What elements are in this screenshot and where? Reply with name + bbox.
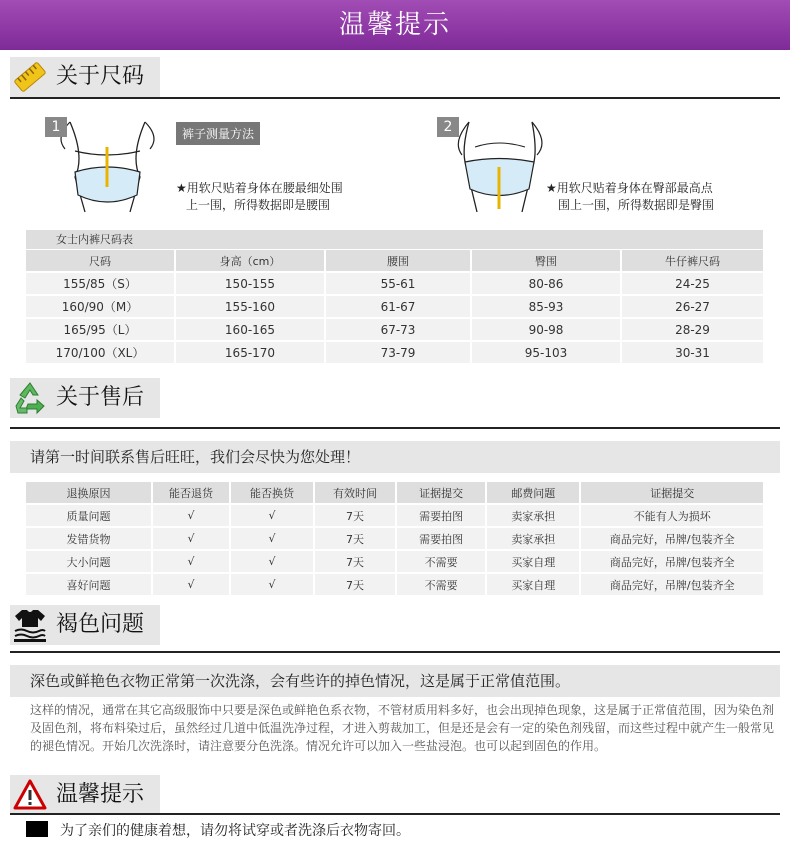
table-cell: 大小问题 (26, 551, 151, 572)
header-cell: 能否换货 (231, 482, 313, 503)
table-cell: 买家自理 (487, 551, 579, 572)
section-tips-title: 温馨提示 (56, 782, 145, 807)
hip-note-line1: ★用软尺贴着身体在臀部最高点 (546, 181, 713, 195)
header-cell: 能否退货 (153, 482, 229, 503)
table-cell: 商品完好，吊牌/包装齐全 (581, 551, 763, 572)
table-row (26, 273, 763, 294)
table-cell: 质量问题 (26, 505, 151, 526)
table-cell: 24-25 (622, 273, 763, 294)
hip-measure-figure (437, 117, 562, 217)
hip-note-line2: 围上一围，所得数据即是臀围 (558, 198, 715, 212)
divider (10, 651, 780, 653)
table-cell: √ (231, 551, 313, 572)
black-square-icon (26, 821, 48, 837)
table-cell: 165-170 (176, 342, 324, 363)
table-cell: √ (231, 574, 313, 595)
size-table (24, 248, 765, 365)
table-row (26, 296, 763, 317)
table-cell: √ (231, 505, 313, 526)
header-cell: 臀围 (472, 250, 620, 271)
table-cell: 165/95（L） (26, 319, 174, 340)
figure-number: 1 (45, 117, 67, 137)
table-cell: 7天 (315, 528, 395, 549)
table-cell: 150-155 (176, 273, 324, 294)
header-cell: 尺码 (26, 250, 174, 271)
recycle-icon (12, 380, 48, 416)
table-cell: 55-61 (326, 273, 470, 294)
table-row (26, 528, 763, 549)
table-cell: 95-103 (472, 342, 620, 363)
header-cell: 退换原因 (26, 482, 151, 503)
table-cell: 喜好问题 (26, 574, 151, 595)
header-cell: 有效时间 (315, 482, 395, 503)
waist-note-line1: ★用软尺贴着身体在腰最细处围 (176, 181, 343, 195)
table-cell: 不能有人为损坏 (581, 505, 763, 526)
table-cell: 需要拍图 (397, 505, 485, 526)
table-cell: 卖家承担 (487, 505, 579, 526)
table-cell: 90-98 (472, 319, 620, 340)
table-cell: √ (153, 528, 229, 549)
waist-note (176, 180, 343, 214)
table-row (26, 319, 763, 340)
table-cell: √ (231, 528, 313, 549)
returns-table (24, 480, 765, 597)
hip-note (546, 180, 714, 214)
table-cell: 7天 (315, 574, 395, 595)
section-tips-header (10, 775, 160, 815)
header-cell: 证据提交 (581, 482, 763, 503)
table-cell: 67-73 (326, 319, 470, 340)
waist-measure-figure (45, 117, 170, 217)
table-cell: 170/100（XL） (26, 342, 174, 363)
table-cell: 7天 (315, 505, 395, 526)
section-size-header (10, 57, 160, 97)
table-row (26, 505, 763, 526)
divider (10, 97, 780, 99)
table-cell: 160/90（M） (26, 296, 174, 317)
table-cell: √ (153, 505, 229, 526)
warning-icon (12, 777, 48, 813)
table-cell: 155/85（S） (26, 273, 174, 294)
table-row (26, 574, 763, 595)
table-cell: 发错货物 (26, 528, 151, 549)
table-cell: 商品完好，吊牌/包装齐全 (581, 574, 763, 595)
size-table-caption: 女士内裤尺码表 (26, 230, 763, 249)
header-cell: 腰围 (326, 250, 470, 271)
color-headline: 深色或鲜艳色衣物正常第一次洗涤，会有些许的掉色情况，这是属于正常值范围。 (10, 665, 780, 697)
final-note-text: 为了亲们的健康着想，请勿将试穿或者洗涤后衣物寄回。 (60, 823, 410, 839)
table-cell: √ (153, 574, 229, 595)
table-cell: 30-31 (622, 342, 763, 363)
table-cell: 7天 (315, 551, 395, 572)
color-description: 这样的情况，通常在其它高级服饰中只要是深色或鲜艳色系衣物，不管材质用料多好，也会出现掉色现象，这是属于正常值范围，因为染色剂及固色剂，将布料染过后，虽然经过几道中低温洗净过程，才进入剪裁加工，但是还是会有一定的染色剂残留，而这些过程中就产生一般常见的褪色情况。开始几次洗涤时，请注意要分色洗涤。情况允许可以加入一些盐浸泡。也可以起到固色的作用。 (30, 703, 775, 753)
section-after-sales-header (10, 378, 160, 418)
waist-note-line2: 上一围，所得数据即是腰围 (186, 198, 331, 212)
washing-shirt-icon (12, 607, 48, 643)
section-color-header (10, 605, 160, 645)
table-cell: 商品完好，吊牌/包装齐全 (581, 528, 763, 549)
final-note (26, 820, 410, 840)
header-cell: 牛仔裤尺码 (622, 250, 763, 271)
section-color-title: 褐色问题 (56, 612, 145, 637)
table-row (26, 551, 763, 572)
contact-notice: 请第一时间联系售后旺旺，我们会尽快为您处理！ (10, 441, 780, 473)
method-tag: 裤子测量方法 (176, 122, 260, 145)
size-table-header (26, 250, 763, 271)
table-cell: √ (153, 551, 229, 572)
section-after-sales-title: 关于售后 (56, 385, 145, 410)
returns-table-header (26, 482, 763, 503)
section-size-title: 关于尺码 (56, 64, 145, 89)
table-cell: 28-29 (622, 319, 763, 340)
table-cell: 73-79 (326, 342, 470, 363)
table-cell: 160-165 (176, 319, 324, 340)
table-cell: 26-27 (622, 296, 763, 317)
table-cell: 61-67 (326, 296, 470, 317)
table-cell: 不需要 (397, 551, 485, 572)
top-banner: 温馨提示 (0, 0, 790, 50)
divider (10, 427, 780, 429)
table-cell: 80-86 (472, 273, 620, 294)
table-cell: 85-93 (472, 296, 620, 317)
header-cell: 证据提交 (397, 482, 485, 503)
header-cell: 邮费问题 (487, 482, 579, 503)
table-cell: 卖家承担 (487, 528, 579, 549)
table-cell: 不需要 (397, 574, 485, 595)
table-cell: 买家自理 (487, 574, 579, 595)
divider (10, 813, 780, 815)
table-cell: 155-160 (176, 296, 324, 317)
ruler-icon (12, 59, 48, 95)
header-cell: 身高（cm） (176, 250, 324, 271)
table-row (26, 342, 763, 363)
figure-number: 2 (437, 117, 459, 137)
table-cell: 需要拍图 (397, 528, 485, 549)
